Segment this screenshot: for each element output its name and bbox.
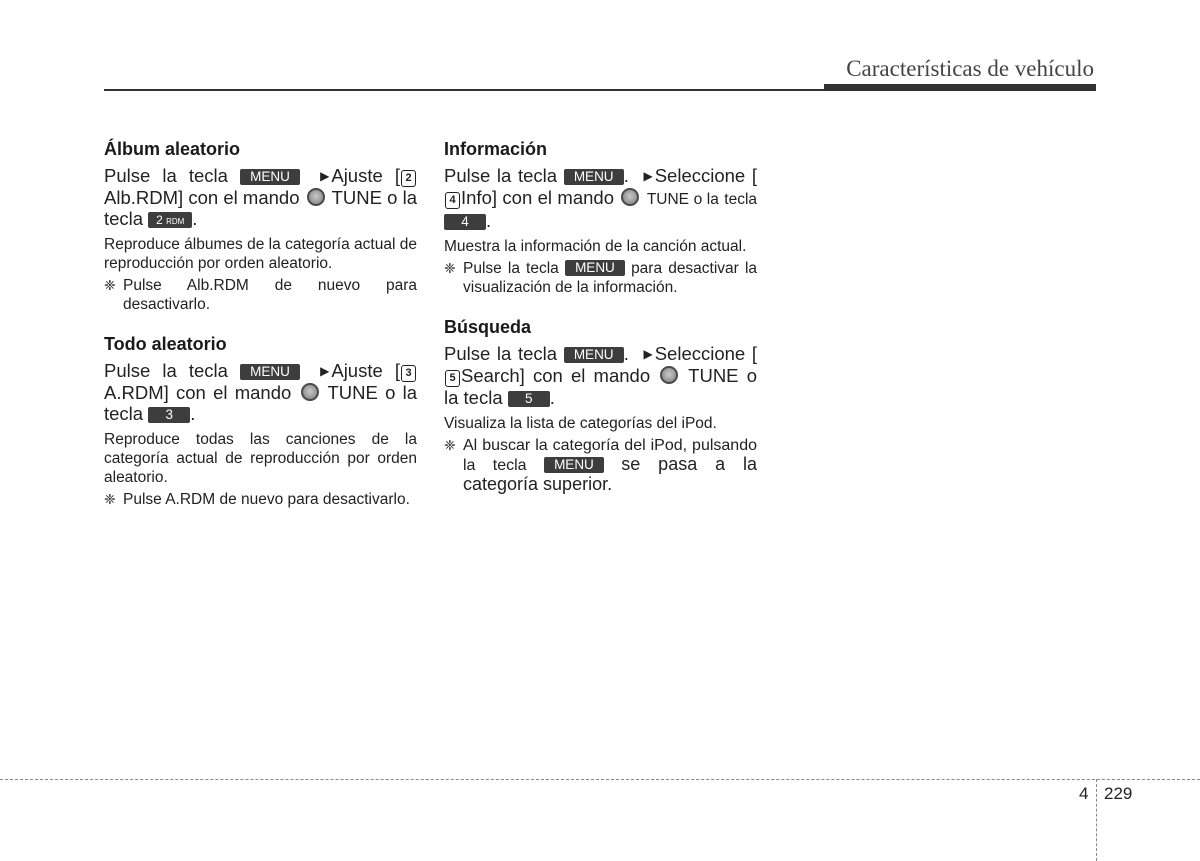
section-busqueda [444, 315, 757, 495]
arrow-right-icon: ▶ [643, 347, 653, 361]
tune-knob-icon [301, 383, 319, 401]
arrow-right-icon: ▶ [643, 169, 653, 183]
note-text: ❈ Pulse la tecla MENU para desactivar la visualización de la información. [444, 260, 758, 296]
description-text: Reproduce álbumes de la categoría actual de reproducción por orden aleatorio. [104, 236, 417, 272]
menu-key-icon: MENU [565, 260, 625, 276]
note-text: ❈ Al buscar la categoría del iPod, pulsando la tecla MENU se pasa a la categoría superior. [444, 437, 758, 494]
footer-rule [0, 779, 1200, 780]
arrow-right-icon: ▶ [320, 364, 330, 378]
header-rule-accent [824, 84, 1096, 91]
number-4-icon: 4 [445, 192, 460, 209]
instruction-text: Pulse la tecla MENU ▶ Ajuste [ 3 A.RDM] con el mando TUNE o la tecla 3 . [104, 360, 418, 424]
menu-key-icon: MENU [544, 457, 604, 473]
note-mark-icon: ❈ [104, 491, 116, 507]
instruction-text: Pulse la tecla MENU ▶ Ajuste [ 2 Alb.RDM] con el mando TUNE o la tecla 2 RDM . [104, 165, 417, 229]
note-text: ❈ Pulse Alb.RDM de nuevo para desactivarlo. [104, 277, 417, 313]
left-column [104, 137, 417, 527]
instruction-text: Pulse la tecla MENU . ▶ Seleccione [5 Search] con el mando TUNE o la tecla 5 . [444, 343, 757, 408]
section-heading: Todo aleatorio [104, 334, 227, 354]
number-3-icon: 3 [401, 365, 416, 382]
footer-divider [1096, 779, 1097, 861]
menu-key-icon: MENU [240, 364, 300, 380]
number-5-icon: 5 [445, 370, 460, 387]
description-text: Muestra la información de la canción actual. [444, 238, 747, 255]
number-5-key-icon: 5 [508, 391, 550, 407]
tune-knob-icon [307, 188, 325, 206]
note-mark-icon: ❈ [104, 277, 116, 293]
note-mark-icon: ❈ [444, 437, 456, 453]
section-heading: Búsqueda [444, 317, 532, 337]
rdm-2-key-icon: 2 RDM [148, 212, 192, 228]
page-number: 229 [1104, 784, 1133, 803]
section-album-aleatorio [104, 137, 417, 314]
arrow-right-icon: ▶ [320, 169, 330, 183]
note-mark-icon: ❈ [444, 260, 456, 276]
chapter-number: 4 [1079, 784, 1089, 803]
menu-key-icon: MENU [240, 169, 300, 185]
section-heading: Álbum aleatorio [104, 139, 241, 159]
tune-knob-icon [621, 188, 639, 206]
instruction-text: Pulse la tecla MENU . ▶ Seleccione [4 Info] con el mando TUNE o la tecla 4 . [444, 165, 758, 231]
tune-knob-icon [660, 366, 678, 384]
section-todo-aleatorio [104, 332, 417, 509]
description-text: Reproduce todas las canciones de la categoría actual de reproducción por orden aleatorio. [104, 431, 417, 486]
section-informacion [444, 137, 757, 297]
menu-key-icon: MENU [564, 169, 624, 185]
right-column [444, 137, 757, 513]
number-3-key-icon: 3 [148, 407, 190, 423]
running-header-title: Características de vehículo [846, 56, 1094, 81]
menu-key-icon: MENU [564, 347, 624, 363]
note-text: ❈ Pulse A.RDM de nuevo para desactivarlo. [104, 491, 410, 508]
number-4-key-icon: 4 [444, 214, 486, 230]
description-text: Visualiza la lista de categorías del iPod. [444, 415, 717, 432]
number-2-icon: 2 [401, 170, 416, 187]
section-heading: Información [444, 139, 548, 159]
